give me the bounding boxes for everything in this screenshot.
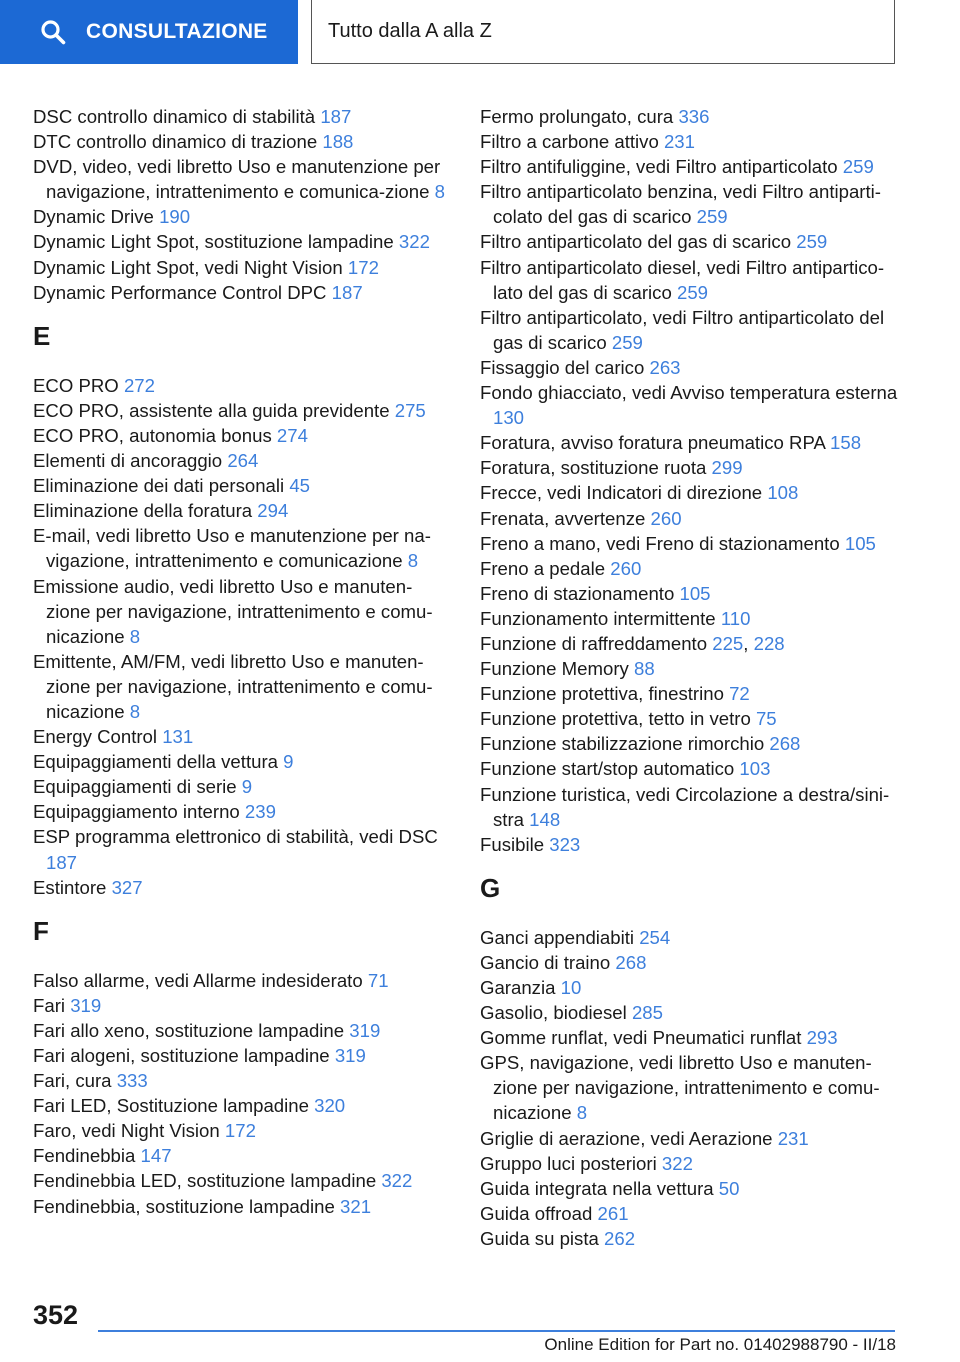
- index-entry: [480, 581, 900, 606]
- index-entry-text: Fari alogeni, sostituzione lampadine: [33, 1045, 330, 1066]
- index-entry-text: ECO PRO: [33, 374, 119, 396]
- page-link[interactable]: 262: [604, 1227, 636, 1249]
- page-link[interactable]: 327: [111, 876, 143, 898]
- index-entry-text: Gancio di traino: [480, 951, 611, 973]
- index-entry-text: Gruppo luci posteriori: [480, 1152, 657, 1174]
- index-entry: [480, 782, 900, 832]
- index-entry-text: Fari, cura: [33, 1070, 112, 1092]
- page-link[interactable]: 294: [257, 500, 289, 522]
- page-number: 352: [33, 1300, 79, 1330]
- edition-text: Online Edition for Part no. 01402988790 - II/18: [544, 1335, 896, 1354]
- page-link[interactable]: 108: [767, 482, 799, 504]
- page-link[interactable]: 187: [320, 106, 352, 127]
- index-column-left: [33, 104, 453, 1219]
- index-entry-text: Fari allo xeno, sostituzione lampadine: [33, 1019, 345, 1041]
- index-entry-text: Funzione turistica, vedi Circolazione a destra/sini-stra: [480, 783, 890, 830]
- tab-label: CONSULTAZIONE: [86, 20, 268, 43]
- page-link[interactable]: 254: [639, 926, 671, 948]
- index-entry: [33, 1068, 453, 1093]
- index-entry: [33, 875, 453, 900]
- page-link[interactable]: 187: [331, 281, 363, 303]
- index-entry: [33, 473, 453, 498]
- index-entry-text: Freno di stazionamento: [480, 582, 675, 604]
- index-entry-text: GPS, navigazione, vedi libretto Uso e manuten-zione per navigazione, intrattenimento e comu-nicazione: [480, 1052, 880, 1124]
- page-link[interactable]: 71: [367, 969, 389, 991]
- index-entry-text: Fendinebbia LED, sostituzione lampadine: [33, 1170, 377, 1192]
- index-entry-text: Guida su pista: [480, 1227, 599, 1249]
- index-entry: [480, 1025, 900, 1050]
- index-entry: [33, 968, 453, 993]
- index-entry-text: Fondo ghiacciato, vedi Avviso temperatura esterna: [480, 382, 898, 404]
- page-link[interactable]: 322: [381, 1170, 413, 1192]
- page-link[interactable]: 321: [340, 1195, 372, 1217]
- page-link[interactable]: 9: [283, 751, 294, 773]
- index-entry: [33, 574, 453, 649]
- index-entry-text: Fendinebbia, sostituzione lampadine: [33, 1195, 335, 1217]
- page-link[interactable]: 319: [334, 1045, 366, 1066]
- page-link[interactable]: 260: [610, 557, 642, 579]
- index-entry-text: Funzionamento intermittente: [480, 607, 716, 629]
- index-entry: [480, 756, 900, 781]
- index-entry-text: Dynamic Drive: [33, 206, 154, 228]
- page-link[interactable]: 320: [314, 1095, 346, 1117]
- index-entry: [33, 1168, 453, 1193]
- index-entry: [480, 1050, 900, 1125]
- index-entry-text: Foratura, avviso foratura pneumatico RPA: [480, 432, 825, 454]
- index-entry-text: Filtro antiparticolato diesel, vedi Filtro antipartico-lato del gas di scarico: [480, 256, 885, 303]
- page-link[interactable]: 8: [129, 700, 141, 722]
- index-entry: [33, 129, 453, 154]
- index-entry: [480, 706, 900, 731]
- index-entry-text: Fermo prolungato, cura: [480, 106, 674, 127]
- index-entry-text: Equipaggiamenti della vettura: [33, 751, 278, 773]
- footer-divider: [98, 1330, 895, 1332]
- index-entry: [480, 129, 900, 154]
- index-entry: [480, 606, 900, 631]
- index-entry-text: Estintore: [33, 876, 107, 898]
- index-entry: Funzione di raffreddamento 225, 228: [480, 632, 785, 654]
- page-link[interactable]: 322: [661, 1152, 693, 1174]
- index-entry-text: Dynamic Light Spot, sostituzione lampadine: [33, 231, 394, 253]
- index-entry: [33, 1043, 453, 1068]
- page-link[interactable]: 190: [159, 206, 191, 228]
- page-link[interactable]: 285: [631, 1002, 663, 1024]
- index-entry: [480, 480, 900, 505]
- index-entry: [33, 423, 453, 448]
- page-link[interactable]: 225: [712, 632, 744, 654]
- index-entry: [33, 993, 453, 1018]
- index-entry-text: Emissione audio, vedi libretto Uso e manuten-zione per navigazione, intrattenimento e comu-nicazione: [33, 575, 433, 647]
- page-link[interactable]: 172: [347, 256, 379, 278]
- index-entry-text: DTC controllo dinamico di trazione: [33, 131, 318, 153]
- page-link[interactable]: 130: [493, 407, 525, 429]
- index-entry-text: Eliminazione della foratura: [33, 500, 253, 522]
- index-entry: [480, 656, 900, 681]
- page-link[interactable]: 319: [70, 994, 102, 1016]
- index-entry: [480, 1126, 900, 1151]
- index-entry: [33, 280, 453, 305]
- index-entry: [33, 204, 453, 229]
- index-entry: [33, 104, 453, 129]
- index-entry: [480, 229, 900, 254]
- index-entry-text: Filtro antiparticolato, vedi Filtro antiparticolato del gas di scarico: [480, 306, 885, 353]
- index-entry-text: Filtro antifuliggine, vedi Filtro antiparticolato: [480, 156, 838, 178]
- index-entry-text: ECO PRO, assistente alla guida previdente: [33, 399, 390, 421]
- page-link[interactable]: 8: [434, 181, 445, 203]
- index-entry: [480, 255, 900, 305]
- page-link[interactable]: 293: [806, 1027, 838, 1049]
- index-entry: [480, 305, 900, 355]
- page-link[interactable]: 231: [777, 1127, 809, 1149]
- index-entry-text: Funzione protettiva, tetto in vetro: [480, 708, 751, 730]
- page-link[interactable]: 9: [241, 776, 253, 798]
- page-link[interactable]: 172: [224, 1120, 256, 1142]
- index-entry: [480, 380, 900, 430]
- page-link[interactable]: 148: [529, 808, 561, 830]
- index-entry-text: Fari: [33, 994, 66, 1016]
- index-entry: [480, 1151, 900, 1176]
- index-entry: [480, 731, 900, 756]
- index-entry-text: DVD, video, vedi libretto Uso e manutenzione per navigazione, intrattenimento e comunica-zione: [33, 156, 441, 203]
- index-entry-text: Funzione di raffreddamento: [480, 632, 708, 654]
- page-link[interactable]: 50: [718, 1177, 740, 1199]
- index-entry-text: Funzione protettiva, finestrino: [480, 683, 724, 705]
- index-entry-text: Dynamic Performance Control DPC: [33, 281, 327, 303]
- index-entry-text: Fusibile: [480, 833, 545, 855]
- index-entry-text: Freno a mano, vedi Freno di stazionamento: [480, 532, 840, 554]
- page-link[interactable]: 333: [116, 1070, 148, 1092]
- page-link[interactable]: 103: [739, 758, 771, 780]
- index-letter-heading: F: [33, 915, 49, 946]
- index-entry-text: Energy Control: [33, 726, 158, 748]
- index-entry-text: ECO PRO, autonomia bonus: [33, 424, 272, 446]
- index-entry: [480, 975, 900, 1000]
- index-entry: [33, 154, 453, 204]
- index-entry: [480, 455, 900, 480]
- index-entry: [33, 255, 453, 280]
- page-link[interactable]: 131: [162, 726, 194, 748]
- page-link[interactable]: 336: [678, 106, 710, 127]
- index-column-right: [480, 104, 900, 1251]
- index-entry: [33, 523, 453, 573]
- index-entry: [33, 649, 453, 724]
- index-entry-text: Dynamic Light Spot, vedi Night Vision: [33, 256, 343, 278]
- page-link[interactable]: 322: [398, 231, 430, 253]
- index-entry: [480, 1226, 900, 1251]
- index-entry-text: ESP programma elettronico di stabilità, vedi DSC: [33, 826, 438, 848]
- page-link[interactable]: 187: [46, 851, 78, 873]
- index-entry-text: Filtro a carbone attivo: [480, 131, 659, 153]
- index-entry-text: Gomme runflat, vedi Pneumatici runflat: [480, 1027, 802, 1049]
- index-entry-text: Garanzia: [480, 977, 556, 998]
- index-entry: [33, 824, 453, 874]
- index-entry: [480, 681, 900, 706]
- index-entry-text: DSC controllo dinamico di stabilità: [33, 106, 316, 127]
- page-link[interactable]: 263: [649, 356, 681, 378]
- index-entry-text: Guida integrata nella vettura: [480, 1177, 714, 1199]
- index-entry-text: Griglie di aerazione, vedi Aerazione: [480, 1127, 773, 1149]
- index-entry: [33, 1018, 453, 1043]
- page-link[interactable]: 231: [663, 131, 695, 153]
- index-entry: [33, 448, 453, 473]
- index-entry-text: Funzione start/stop automatico: [480, 758, 735, 780]
- index-entry: [33, 774, 453, 799]
- index-entry: [480, 104, 900, 129]
- index-entry: [33, 498, 453, 523]
- page-link[interactable]: 299: [711, 457, 743, 479]
- index-entry: [33, 398, 453, 423]
- page-link[interactable]: 275: [394, 399, 426, 421]
- page-link[interactable]: 259: [696, 206, 728, 228]
- page-link[interactable]: 239: [244, 801, 276, 823]
- index-entry: [480, 430, 900, 455]
- index-entry-text: Guida offroad: [480, 1202, 593, 1224]
- index-entry-text: Frenata, avvertenze: [480, 507, 646, 529]
- index-entry-text: Faro, vedi Night Vision: [33, 1120, 220, 1142]
- page-link[interactable]: 272: [123, 374, 155, 396]
- page-link[interactable]: 147: [140, 1145, 172, 1167]
- section-title: Tutto dalla A alla Z: [328, 20, 492, 42]
- page-link[interactable]: 8: [407, 550, 419, 572]
- index-entry: [33, 1093, 453, 1118]
- index-entry-text: Eliminazione dei dati personali: [33, 475, 285, 497]
- index-entry: [33, 229, 453, 254]
- index-entry-text: Fissaggio del carico: [480, 356, 645, 378]
- index-entry: [33, 724, 453, 749]
- page-link[interactable]: 259: [796, 231, 828, 253]
- index-entry: [33, 799, 453, 824]
- page-link[interactable]: 259: [676, 281, 709, 303]
- page-link[interactable]: 158: [830, 432, 862, 454]
- page-link[interactable]: 260: [650, 507, 682, 529]
- index-entry: [480, 179, 900, 229]
- index-entry: [33, 1118, 453, 1143]
- index-entry: [480, 925, 900, 950]
- page-link[interactable]: 259: [611, 331, 643, 353]
- index-entry: [33, 749, 453, 774]
- consultazione-tab[interactable]: [0, 0, 298, 64]
- page-link[interactable]: 268: [615, 951, 647, 973]
- index-entry-text: E-mail, vedi libretto Uso e manutenzione per na-vigazione, intrattenimento e comunicazione: [33, 525, 431, 572]
- page-link[interactable]: 268: [769, 733, 801, 755]
- index-entry-text: Gasolio, biodiesel: [480, 1002, 627, 1024]
- index-entry: [480, 506, 900, 531]
- index-entry: [480, 531, 900, 556]
- search-icon: [40, 19, 66, 45]
- index-entry-text: Fari LED, Sostituzione lampadine: [33, 1095, 309, 1117]
- index-entry-text: Equipaggiamenti di serie: [33, 776, 237, 798]
- index-entry-text: Emittente, AM/FM, vedi libretto Uso e manuten-zione per navigazione, intrattenimento e comu-nicazione: [33, 650, 433, 722]
- index-entry: [33, 1194, 453, 1219]
- index-entry-text: Falso allarme, vedi Allarme indesiderato: [33, 969, 363, 991]
- index-entry: [33, 1143, 453, 1168]
- page-link[interactable]: 75: [755, 708, 777, 730]
- page-header: [0, 0, 960, 66]
- page-link[interactable]: 259: [842, 156, 874, 178]
- page-link[interactable]: 45: [289, 475, 311, 497]
- page-link[interactable]: 188: [322, 131, 354, 153]
- index-entry-text: Equipaggiamento interno: [33, 801, 240, 823]
- index-entry: [480, 556, 900, 581]
- index-entry-text: Funzione Memory: [480, 658, 629, 680]
- index-entry: [480, 1176, 900, 1201]
- index-entry: [480, 1000, 900, 1025]
- index-entry-text: Elementi di ancoraggio: [33, 450, 223, 472]
- index-entry: [33, 373, 453, 398]
- index-entry: [480, 950, 900, 975]
- index-entry: [480, 832, 900, 857]
- page-link[interactable]: 264: [227, 450, 259, 472]
- index-entry-text: Filtro antiparticolato del gas di scarico: [480, 231, 792, 253]
- section-title-tab[interactable]: [311, 0, 895, 64]
- index-entry-text: Filtro antiparticolato benzina, vedi Filtro antiparti-colato del gas di scarico: [480, 181, 881, 228]
- index-entry-text: Frecce, vedi Indicatori di direzione: [480, 482, 763, 504]
- page-link[interactable]: 72: [729, 683, 750, 705]
- page-link[interactable]: 10: [560, 977, 582, 998]
- index-entry: [480, 1201, 900, 1226]
- index-entry-text: Foratura, sostituzione ruota: [480, 457, 707, 479]
- index-entry-text: Freno a pedale: [480, 557, 606, 579]
- page-link[interactable]: 8: [129, 625, 141, 647]
- index-entry: [480, 154, 900, 179]
- page-link[interactable]: 261: [597, 1202, 629, 1224]
- page-link[interactable]: 105: [844, 532, 876, 554]
- page-link[interactable]: 228: [753, 632, 785, 654]
- page-link[interactable]: 105: [679, 582, 711, 604]
- index-entry: [480, 355, 900, 380]
- index-entry-text: Ganci appendiabiti: [480, 926, 635, 948]
- page-link[interactable]: 8: [576, 1102, 588, 1124]
- page-link[interactable]: 110: [720, 607, 751, 629]
- page-link[interactable]: 88: [633, 658, 655, 680]
- page-link[interactable]: 274: [276, 424, 308, 446]
- index-entry-text: Fendinebbia: [33, 1145, 136, 1167]
- index-letter-heading: G: [480, 872, 501, 903]
- page-link[interactable]: 323: [549, 833, 581, 855]
- index-entry-text: Funzione stabilizzazione rimorchio: [480, 733, 765, 755]
- index-letter-heading: E: [33, 320, 51, 351]
- page-link[interactable]: 319: [349, 1019, 381, 1041]
